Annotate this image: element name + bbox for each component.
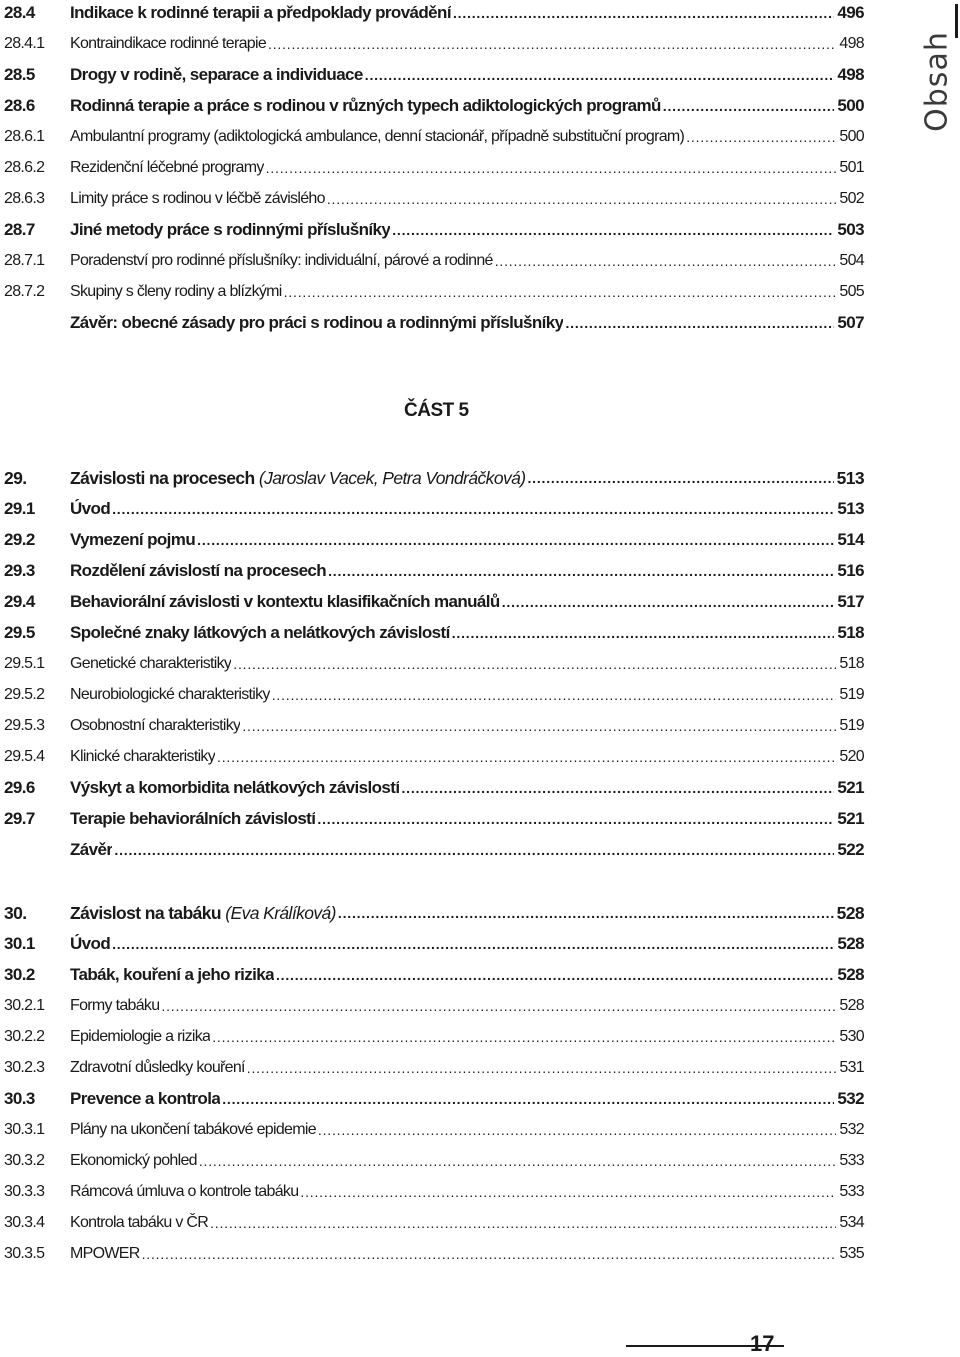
toc-entry-title-text: Rozdělení závislostí na procesech [70, 561, 327, 580]
toc-entry [4, 771, 864, 799]
toc-entry-number: 28.4 [4, 3, 35, 22]
toc-leader-dots [233, 659, 836, 675]
toc-entry-title-text: Drogy v rodině, separace a individuace [70, 65, 363, 84]
toc-entry-title [70, 281, 282, 303]
toc-entry-title-text: Úvod [70, 499, 111, 518]
toc-leader-dots [365, 70, 835, 86]
toc-entry-title [70, 964, 274, 986]
toc-entry-title-text: Formy tabáku [70, 997, 160, 1014]
toc-entry [4, 958, 864, 986]
toc-leader-dots [268, 39, 836, 55]
toc-entry-title-text: Ambulantní programy (adiktologická ambulance, denní stacionář, případně substituční program) [70, 128, 685, 145]
toc-leader-dots [142, 1249, 837, 1265]
toc-entry-number: 28.6.3 [4, 190, 45, 207]
toc-entry-page: 522 [837, 840, 864, 859]
toc-entry-page: 505 [839, 283, 864, 300]
toc-entry-number: 30.2.3 [4, 1059, 45, 1076]
toc-leader-dots [663, 101, 835, 117]
toc-leader-dots [300, 1187, 836, 1203]
toc-entry-page: 496 [837, 3, 864, 22]
toc-entry-title [70, 467, 525, 489]
toc-entry-title [70, 995, 159, 1017]
toc-entry-title-text: Společné znaky látkových a nelátkových závislostí [70, 623, 450, 642]
toc-entry-title-text: Klinické charakteristiky [70, 748, 216, 765]
toc-leader-dots [495, 256, 837, 272]
toc-entry-page: 533 [839, 1152, 864, 1169]
toc-leader-dots [242, 721, 836, 737]
toc-entry-title [70, 157, 264, 179]
toc-leader-dots [565, 318, 834, 334]
toc-entry-number: 30.3 [4, 1089, 35, 1108]
toc-leader-dots [686, 132, 836, 148]
toc-entry-number: 30.2.1 [4, 997, 45, 1014]
toc-entry-title-text: Poradenství pro rodinné příslušníky: individuální, párové a rodinné [70, 252, 493, 269]
toc-entry-number: 30.3.3 [4, 1183, 45, 1200]
toc-entry-title-text: Behaviorální závislosti v kontextu klasifikačních manuálů [70, 592, 500, 611]
toc-entry-page: 528 [837, 965, 864, 984]
section-tab [919, 4, 958, 134]
toc-entry-number: 28.7 [4, 220, 35, 239]
toc-entry [4, 927, 864, 955]
toc-entry [4, 461, 864, 489]
toc-entry-title [70, 746, 215, 768]
toc-entry-title-text: Závislosti na procesech [70, 468, 255, 488]
toc-entry-page: 535 [839, 1245, 864, 1262]
toc-entry-title-text: Rámcová úmluva o kontrole tabáku [70, 1183, 299, 1200]
toc-entry [4, 523, 864, 551]
toc-entry-number: 29.5.1 [4, 655, 45, 672]
toc-entry-page: 500 [839, 128, 864, 145]
toc-entry-page: 532 [839, 1121, 864, 1138]
toc-entry [4, 709, 864, 737]
toc-entry-title-text: Výskyt a komorbidita nelátkových závislostí [70, 778, 400, 797]
toc-entry [4, 182, 864, 210]
toc-entry [4, 989, 864, 1017]
toc-entry [4, 492, 864, 520]
toc-entry-title [70, 715, 240, 737]
toc-leader-dots [318, 1125, 836, 1141]
toc-entry-page: 521 [837, 809, 864, 828]
toc-entry-page: 501 [839, 159, 864, 176]
toc-entry [4, 585, 864, 613]
toc-entry-number: 30.2.2 [4, 1028, 45, 1045]
toc-entry-page: 498 [839, 35, 864, 52]
toc-entry-title [70, 933, 110, 955]
toc-entry-title-text: Limity práce s rodinou v léčbě závislého [70, 190, 325, 207]
toc-leader-dots [284, 287, 837, 303]
toc-entry-title-text: Plány na ukončení tabákové epidemie [70, 1121, 316, 1138]
toc-entry-title-text: Úvod [70, 934, 111, 953]
toc-entry [4, 554, 864, 582]
toc-entry-title [70, 622, 450, 644]
toc-entry-number: 29.2 [4, 530, 35, 549]
toc-leader-dots [266, 163, 837, 179]
toc-leader-dots [392, 225, 834, 241]
toc-entry-number: 29.5 [4, 623, 35, 642]
toc-entry-page: 532 [837, 1089, 864, 1108]
toc-entry-number: 30.3.1 [4, 1121, 45, 1138]
toc-entry-number: 28.4.1 [4, 35, 45, 52]
toc-entry [4, 213, 864, 241]
toc-entry-title [70, 839, 112, 861]
toc-entry-title [70, 902, 336, 924]
toc-entry [4, 678, 864, 706]
toc-entry-title-text: Kontrola tabáku v ČR [70, 1214, 209, 1231]
toc-entry-page: 503 [837, 220, 864, 239]
toc-entry-title [70, 33, 266, 55]
toc-leader-dots [317, 814, 834, 830]
toc-entry-title-text: Jiné metody práce s rodinnými příslušníky [70, 220, 391, 239]
toc-entry-number: 30.3.5 [4, 1245, 45, 1262]
toc-entry-page: 530 [839, 1028, 864, 1045]
toc-entry [4, 275, 864, 303]
toc-entry-title [70, 591, 500, 613]
toc-entry-number: 29. [4, 468, 27, 488]
toc-entry-page: 519 [839, 686, 864, 703]
toc-entry-page: 533 [839, 1183, 864, 1200]
toc-leader-dots [247, 1063, 837, 1079]
toc-entry-number: 29.5.4 [4, 748, 45, 765]
toc-entry-page: 513 [836, 468, 864, 488]
toc-entry-number: 30.1 [4, 934, 35, 953]
toc-entry-number: 28.7.2 [4, 283, 45, 300]
toc-entry-page: 516 [837, 561, 864, 580]
toc-entry-title [70, 126, 684, 148]
toc-entry-title [70, 250, 493, 272]
toc-entry-title [70, 560, 326, 582]
toc-entry-title-text: Prevence a kontrola [70, 1089, 221, 1108]
toc-entry-title [70, 1026, 210, 1048]
toc-entry-title [70, 1212, 208, 1234]
toc-entry-title [70, 653, 231, 675]
toc-entry-title [70, 219, 390, 241]
toc-entry [4, 896, 864, 924]
toc-entry-title-text: Osobnostní charakteristiky [70, 717, 241, 734]
toc-entry-title-text: Zdravotní důsledky kouření [70, 1059, 245, 1076]
toc-entry [4, 1051, 864, 1079]
toc-leader-dots [210, 1218, 836, 1234]
toc-entry-page: 507 [837, 313, 864, 332]
toc-entry-title-text: Indikace k rodinné terapii a předpoklady provádění [70, 3, 451, 22]
toc-entry [4, 306, 864, 334]
toc-leader-dots [199, 1156, 837, 1172]
toc-leader-dots [452, 628, 835, 644]
toc-entry [4, 244, 864, 272]
toc-entry-page: 519 [839, 717, 864, 734]
page-number: 17 [750, 1331, 775, 1356]
toc-entry [4, 740, 864, 768]
part-heading: ČÁST 5 [404, 400, 469, 421]
toc-entry-title-text: Vymezení pojmu [70, 530, 196, 549]
toc-entry-title-text: Ekonomický pohled [70, 1152, 197, 1169]
toc-entry-page: 518 [837, 623, 864, 642]
toc-entry [4, 27, 864, 55]
toc-entry-number: 29.5.3 [4, 717, 45, 734]
toc-entry-title-text: Závěr [70, 840, 113, 859]
toc-leader-dots [272, 690, 837, 706]
toc-entry-page: 500 [837, 96, 864, 115]
toc-entry-page: 534 [839, 1214, 864, 1231]
toc-entry-number: 29.4 [4, 592, 35, 611]
toc-entry-title [70, 64, 363, 86]
toc-entry-page: 521 [837, 778, 864, 797]
toc-entry-author: (Eva Králíková) [225, 903, 336, 923]
toc-entry-title-text: Kontraindikace rodinné terapie [70, 35, 267, 52]
toc-entry-title [70, 777, 399, 799]
toc-entry-title [70, 1243, 140, 1265]
toc-entry-title [70, 498, 110, 520]
toc-entry [4, 1113, 864, 1141]
toc-entry-title-text: Rezidenční léčebné programy [70, 159, 264, 176]
toc-leader-dots [401, 783, 834, 799]
toc-entry [4, 833, 864, 861]
toc-entry-title [70, 1119, 316, 1141]
toc-entry-title [70, 2, 451, 24]
toc-entry [4, 1206, 864, 1234]
toc-entry-number: 30.3.4 [4, 1214, 45, 1231]
toc-entry [4, 58, 864, 86]
toc-entry-page: 520 [839, 748, 864, 765]
toc-leader-dots [217, 752, 836, 768]
toc-entry-title-text: Epidemiologie a rizika [70, 1028, 211, 1045]
toc-entry-number: 29.3 [4, 561, 35, 580]
toc-leader-dots [114, 845, 834, 861]
toc-entry [4, 1082, 864, 1110]
toc-entry-title [70, 312, 563, 334]
toc-entry [4, 647, 864, 675]
toc-entry-title [70, 684, 270, 706]
toc-entry-number: 29.5.2 [4, 686, 45, 703]
toc-entry [4, 802, 864, 830]
toc-entry-page: 517 [837, 592, 864, 611]
toc-entry-title [70, 188, 325, 210]
toc-entry-page: 513 [837, 499, 864, 518]
toc-entry-number: 28.6.1 [4, 128, 45, 145]
toc-leader-dots [502, 597, 835, 613]
toc-entry [4, 1175, 864, 1203]
toc-entry [4, 0, 864, 24]
toc-entry-number: 29.6 [4, 778, 35, 797]
toc-entry-number: 29.1 [4, 499, 35, 518]
toc-entry [4, 89, 864, 117]
toc-entry-title [70, 1150, 197, 1172]
toc-entry-number: 28.6.2 [4, 159, 45, 176]
toc-entry-title-text: Rodinná terapie a práce s rodinou v různých typech adiktologických programů [70, 96, 661, 115]
toc-entry-title-text: Závislost na tabáku [70, 903, 222, 923]
toc-entry [4, 1237, 864, 1265]
toc-entry-page: 518 [839, 655, 864, 672]
toc-entry-page: 514 [837, 530, 864, 549]
toc-entry-title-text: Neurobiologické charakteristiky [70, 686, 270, 703]
toc-entry [4, 1020, 864, 1048]
toc-entry [4, 1144, 864, 1172]
toc-entry-page: 504 [839, 252, 864, 269]
toc-entry-title-text: MPOWER [70, 1245, 140, 1262]
toc-entry-page: 498 [837, 65, 864, 84]
toc-entry-number: 28.7.1 [4, 252, 45, 269]
toc-entry-number: 30. [4, 903, 27, 923]
toc-entry-title-text: Tabák, kouření a jeho rizika [70, 965, 274, 984]
toc-leader-dots [161, 1001, 836, 1017]
toc-entry-title [70, 95, 661, 117]
toc-leader-dots [276, 970, 834, 986]
toc-entry-title-text: Terapie behaviorálních závislostí [70, 809, 316, 828]
toc-leader-dots [212, 1032, 836, 1048]
toc-entry-number: 28.6 [4, 96, 35, 115]
toc-entry-page: 502 [839, 190, 864, 207]
toc-leader-dots [338, 908, 834, 924]
toc-entry [4, 151, 864, 179]
toc-leader-dots [222, 1094, 834, 1110]
toc-leader-dots [328, 566, 834, 582]
toc-leader-dots [453, 8, 834, 24]
toc-entry-page: 528 [836, 903, 864, 923]
toc-entry-author: (Jaroslav Vacek, Petra Vondráčková) [258, 468, 526, 488]
toc-entry-number: 30.2 [4, 965, 35, 984]
toc-entry-number: 28.5 [4, 65, 35, 84]
toc-leader-dots [112, 939, 834, 955]
toc-leader-dots [527, 473, 833, 489]
toc-entry-page: 528 [837, 934, 864, 953]
toc-entry [4, 120, 864, 148]
toc-leader-dots [197, 535, 834, 551]
toc-entry-title [70, 1088, 220, 1110]
toc-entry-title [70, 1057, 245, 1079]
toc-entry-title [70, 529, 195, 551]
toc-entry-number: 30.3.2 [4, 1152, 45, 1169]
toc-entry-page: 531 [839, 1059, 864, 1076]
toc-leader-dots [112, 504, 834, 520]
toc-entry-title [70, 1181, 298, 1203]
toc-entry-title-text: Genetické charakteristiky [70, 655, 232, 672]
toc-entry-title-text: Skupiny s členy rodiny a blízkými [70, 283, 282, 300]
section-tab-label: Obsah [919, 31, 955, 132]
section-tab-bar [955, 4, 958, 38]
toc-entry-title-text: Závěr: obecné zásady pro práci s rodinou a rodinnými příslušníky [70, 313, 564, 332]
toc-entry [4, 616, 864, 644]
toc-entry-title [70, 808, 315, 830]
toc-entry-number: 29.7 [4, 809, 35, 828]
toc-entry-page: 528 [839, 997, 864, 1014]
toc-leader-dots [327, 194, 837, 210]
